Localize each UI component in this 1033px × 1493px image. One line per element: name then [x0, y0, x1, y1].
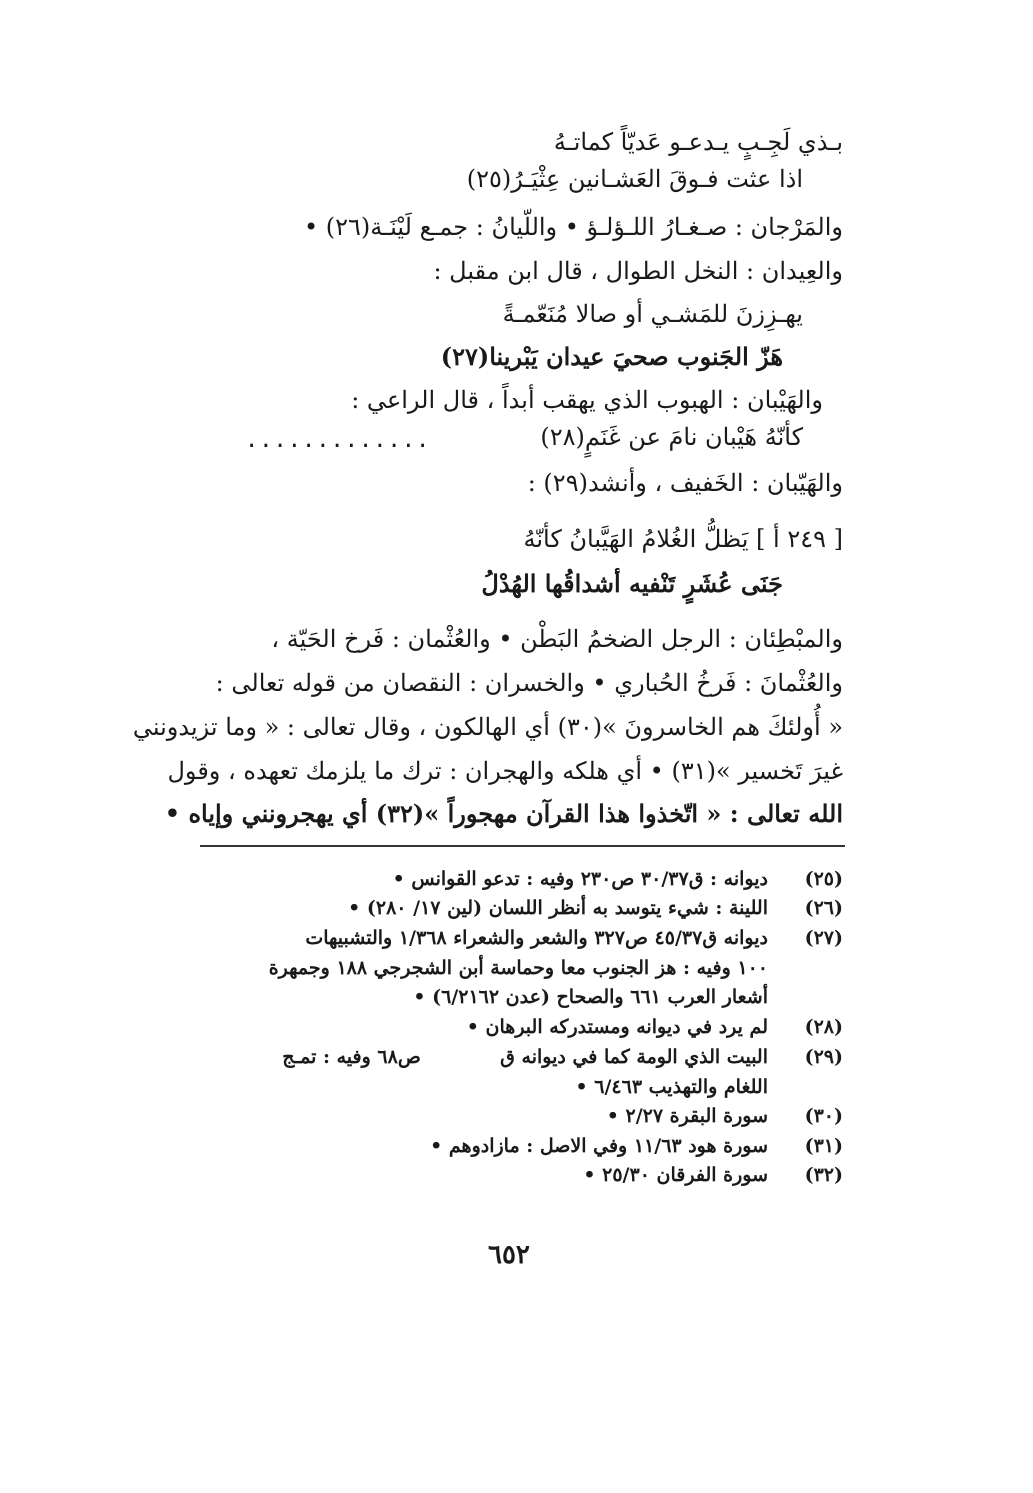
footnote-number: (٢٩)	[804, 1046, 843, 1068]
footnote-number: (٢٦)	[804, 897, 843, 919]
footnote-text: سورة هود ١١/٦٣ وفي الاصل : مازادوهم •	[430, 1135, 768, 1157]
footnote-number: (٢٨)	[804, 1016, 843, 1038]
footnote-text: البيت الذي الومة كما في ديوانه ق ص٦٨ وفيه : تمـج	[282, 1046, 768, 1068]
footnote-number: (٣٢)	[804, 1164, 843, 1186]
body-line-13: والعُثْمانَ : فَرخُ الحُباري • والخسران : النقصان من قوله تعالى :	[215, 669, 843, 697]
footnote-text: سورة الفرقان ٢٥/٣٠ •	[583, 1164, 768, 1186]
body-line-3: والمَرْجان : صـغـارُ اللـؤلـؤ • واللّيانُ : جمـع لَيْنَـة(٢٦) •	[303, 213, 843, 241]
footnote-text: ديوانه : ق٣٠/٣٧ ص٢٣٠ وفيه : تدعو القوانس •	[392, 868, 768, 890]
body-line-4: والعِيدان : النخل الطوال ، قال ابن مقبل :	[433, 257, 843, 285]
missing-hemistich-marker: .............	[245, 428, 431, 453]
footnote-text: ديوانه ق٤٥/٣٧ ص٣٢٧ والشعر والشعراء ١/٣٦٨ والتشبيهات	[305, 927, 768, 949]
footnote-text: اللينة : شيء يتوسد به أنظر اللسان (لين ١٧/ ٢٨٠) •	[348, 897, 768, 919]
footnote-number: (٣١)	[804, 1135, 843, 1157]
verse-line-10: [ ٢٤٩ أ ] يَظلُّ الغُلامُ الهَيَّبانُ كأنّهُ	[523, 525, 843, 553]
verse-line-8: كأنّهُ هَيْبان نامَ عن غَنَمٍ(٢٨)	[540, 423, 803, 451]
verse-line-11: جَنَى عُشَرٍ تَنْفيه أشداقُها الهُدْلُ	[481, 569, 783, 598]
footnote-text: سورة البقرة ٢/٢٧ •	[606, 1105, 768, 1127]
body-line-12: والمبْطِئان : الرجل الضخمُ البَطْن • والعُثْمان : فَرخ الحَيّة ،	[271, 625, 843, 653]
verse-line-6: هَزّ الجَنوب صحيَ عيدان يَبْرينا(٢٧)	[440, 342, 783, 371]
body-line-7: والهَيْبان : الهبوب الذي يهقب أبداً ، قال الراعي :	[351, 386, 823, 414]
footnote-number: (٣٠)	[804, 1105, 843, 1127]
body-line-14: « أُولئكَ هم الخاسرونَ »(٣٠) أي الهالكون ، وقال تعالى : « وما تزيدونني	[132, 713, 843, 741]
body-line-15: غيرَ تَخسير »(٣١) • أي هلكه والهجران : ترك ما يلزمك تعهده ، وقول	[167, 757, 843, 785]
footnote-text: لم يرد في ديوانه ومستدركه البرهان •	[466, 1016, 768, 1038]
footnote-text: أشعار العرب ٦٦١ والصحاح (عدن ٦/٢١٦٢) •	[413, 986, 768, 1008]
footnote-number: (٢٧)	[804, 927, 843, 949]
footnote-text: ١٠٠ وفيه : هز الجنوب معا وحماسة أبن الشجرجي ١٨٨ وجمهرة	[268, 957, 768, 979]
page-number: ٦٥٢	[488, 1240, 530, 1270]
footnote-text: اللغام والتهذيب ٦/٤٦٣ •	[575, 1076, 768, 1098]
verse-line-2: اذا عثت فـوقَ العَشـانين عِثْيَـرُ(٢٥)	[466, 165, 803, 193]
footnote-separator	[200, 845, 845, 847]
verse-line-5: يهـزِزنَ للمَشـي أو صالا مُنَعّمـةً	[502, 300, 803, 328]
footnote-number: (٢٥)	[804, 868, 843, 890]
verse-line-1: بـذي لَجِـبٍ يـدعـو عَديّاً كماتـهُ	[553, 128, 843, 156]
body-line-9: والهَيّبان : الخَفيف ، وأنشد(٢٩) :	[527, 469, 843, 497]
body-line-16: الله تعالى : « اتّخذوا هذا القرآن مهجوراً »(٣٢) أي يهجرونني وإياه •	[164, 799, 843, 828]
